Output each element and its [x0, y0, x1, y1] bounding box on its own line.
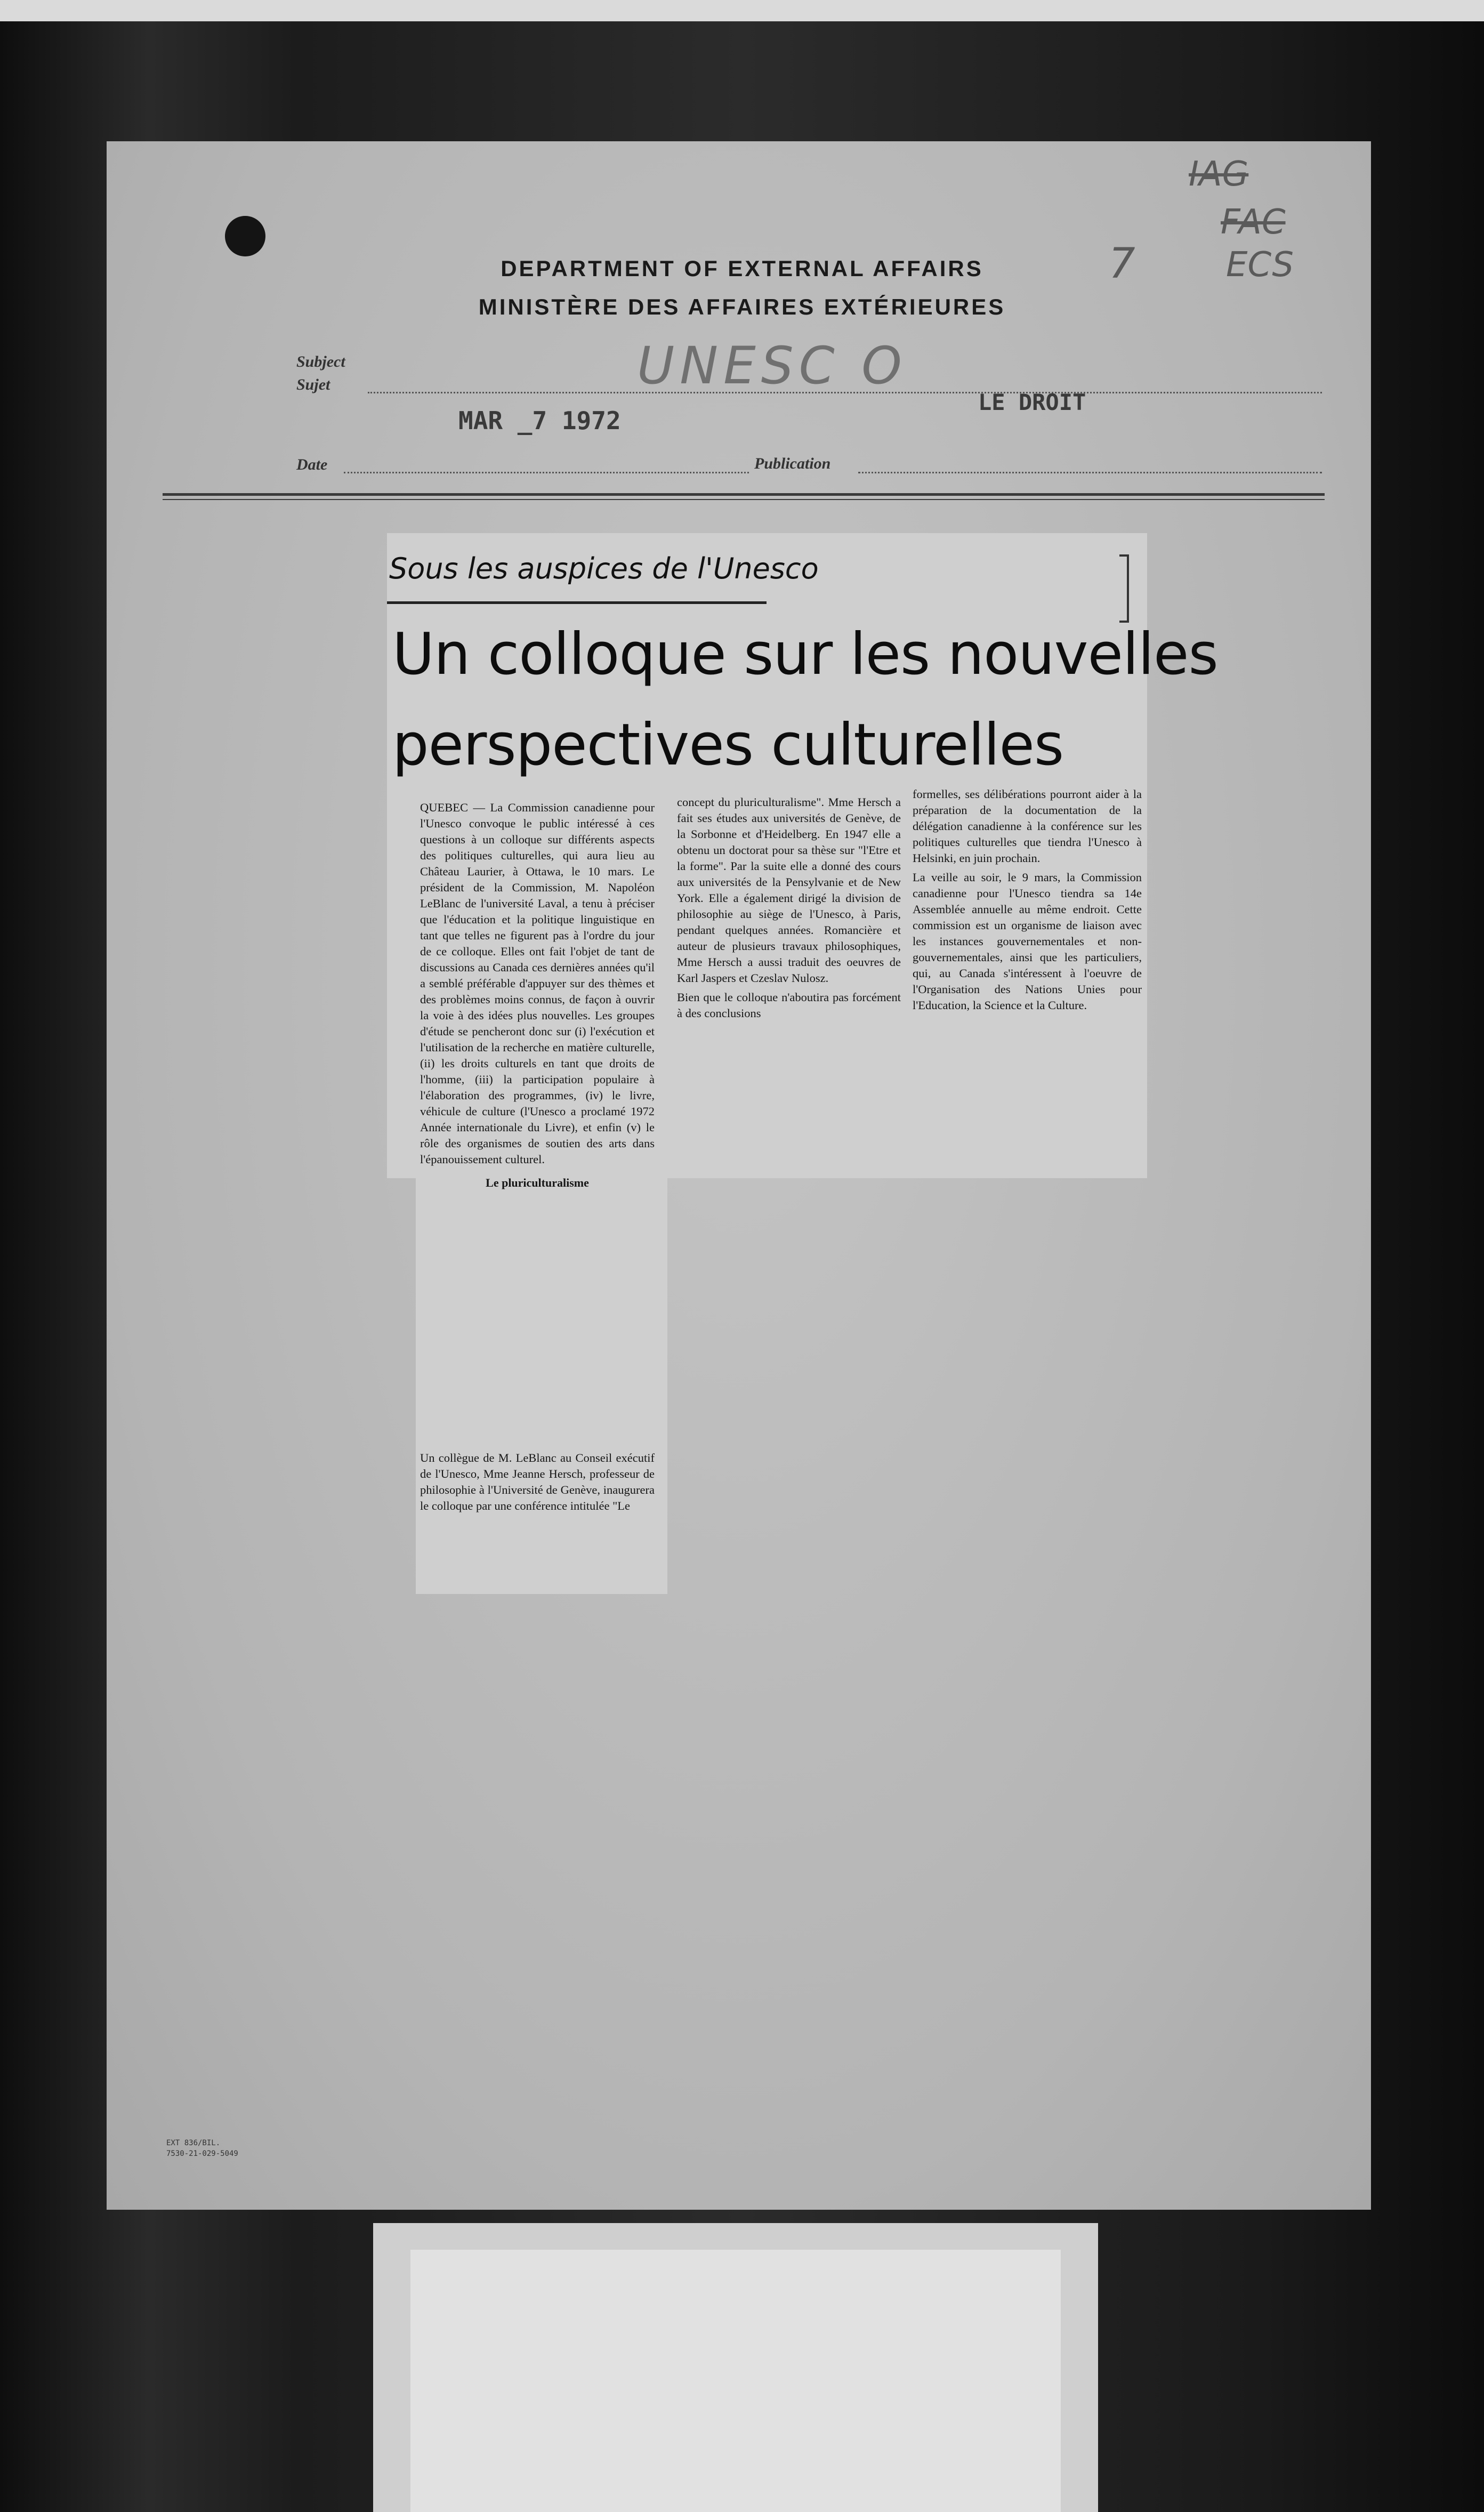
publication-stamp: LE DROIT	[978, 389, 1086, 415]
subject-label: Subject	[296, 353, 345, 371]
file-number: 7	[1109, 240, 1135, 288]
routing-crossed-1: IAG	[1189, 155, 1249, 194]
department-name-en: DEPARTMENT OF EXTERNAL AFFAIRS	[501, 256, 983, 281]
article-headline-line-2: perspectives culturelles	[392, 712, 1064, 778]
column-3-text: formelles, ses délibérations pourront aider à la préparation de la documentation de la délégation canadienne à la conférence sur les politiques culturelles que tiendra l'Unesco à Helsinki, en juin prochain.	[913, 787, 1142, 865]
column-2-text: concept du pluriculturalisme". Mme Hersch a fait ses études aux universités de Genève, de la Sorbonne et d'Heidelberg. En 1947 elle a obtenu un doctorat pour sa thèse sur "l'Etre et la forme". Par la suite elle a donné des cours aux universités de la Pensylvanie et de New York. Elle a également dirigé la division de philosophie au siège de l'Unesco, à Paris, pendant quelques années. Romancière et auteur de plusieurs travaux philosophiques, Mme Hersch a aussi traduit des oeuvres de Karl Jaspers et Czeslav Nulosz.	[677, 795, 901, 985]
column-2b-text: Bien que le colloque n'aboutira pas forcément à des conclusions	[677, 991, 901, 1020]
form-code-line-1: EXT 836/BIL.	[166, 2139, 221, 2147]
article-column-2	[677, 794, 901, 1173]
sujet-label: Sujet	[296, 376, 330, 393]
article-headline-line-1: Un colloque sur les nouvelles	[392, 621, 1218, 688]
column-3b-text: La veille au soir, le 9 mars, la Commission canadienne pour l'Unesco tiendra sa 14e Assemblée annuelle au même endroit. Cette commission est un organisme de liaison avec les instances gouvernementales et non-gouvernementales, ainsi que les particuliers, qui, au Canada s'intéressent à l'oeuvre de l'Organisation des Nations Unies pour l'Education, la Science et la Culture.	[913, 871, 1142, 1012]
article-column-3	[913, 786, 1142, 1170]
publication-line	[858, 472, 1322, 473]
column-1b-text: Un collègue de M. LeBlanc au Conseil exécutif de l'Unesco, Mme Jeanne Hersch, professeur de philosophie à l'Université de Genève, inaugurera le colloque par une conférence intitulée "Le	[420, 1451, 655, 1512]
article-subhead: Le pluriculturalisme	[486, 1176, 589, 1189]
article-column-1-continued	[420, 1450, 655, 1591]
clipping-bracket	[1119, 554, 1129, 623]
date-label: Date	[296, 456, 328, 473]
form-rule-bottom	[163, 499, 1325, 500]
form-code-line-2: 7530-21-029-5049	[166, 2149, 238, 2158]
form-code	[166, 2138, 238, 2159]
article-kicker: Sous les auspices de l'Unesco	[389, 552, 819, 585]
routing-current: ECS	[1226, 245, 1294, 285]
column-1-text: QUEBEC — La Commission canadienne pour l'Unesco convoque le public intéressé à ces questions à un colloque sur différents aspects des politiques culturelles, qui aura lieu au Château Laurier, à Ottawa, le 10 mars. Le président de la Commission, M. Napoléon LeBlanc de l'université Laval, a tenu à préciser que l'éducation et la politique linguistique en tant que telles ne figurent pas à l'ordre du jour de ce colloque. Elles ont fait l'objet de tant de discussions au Canada ces dernières années qu'il a semblé préférable d'appuyer sur des thèmes et des problèmes moins connus, de façon à ouvrir la voie à des idées plus nouvelles. Les groupes d'étude se pencheront donc sur (i) l'exécution et l'utilisation de la recherche en matière culturelle, (ii) les droits culturels en tant que droits de l'homme, (iii) la participation populaire à l'élaboration des programmes, (iv) le livre, véhicule de culture (l'Unesco a proclamé 1972 Année internationale du Livre), et enfin (v) le rôle des organismes de soutien des arts dans l'épanouissement culturel.	[420, 801, 655, 1166]
file-tab-inner	[410, 2250, 1061, 2512]
routing-crossed-2: FAC	[1221, 203, 1286, 242]
publication-label: Publication	[754, 455, 831, 472]
form-rule-top	[163, 493, 1325, 496]
kicker-rule	[387, 601, 767, 604]
subject-value: UNESC O	[637, 336, 907, 396]
punch-hole	[225, 216, 265, 256]
date-stamp: MAR _7 1972	[458, 406, 621, 435]
department-name-fr: MINISTÈRE DES AFFAIRES EXTÉRIEURES	[478, 294, 1006, 319]
article-column-1	[420, 800, 655, 1437]
date-line	[344, 472, 749, 473]
film-edge	[0, 0, 1484, 21]
